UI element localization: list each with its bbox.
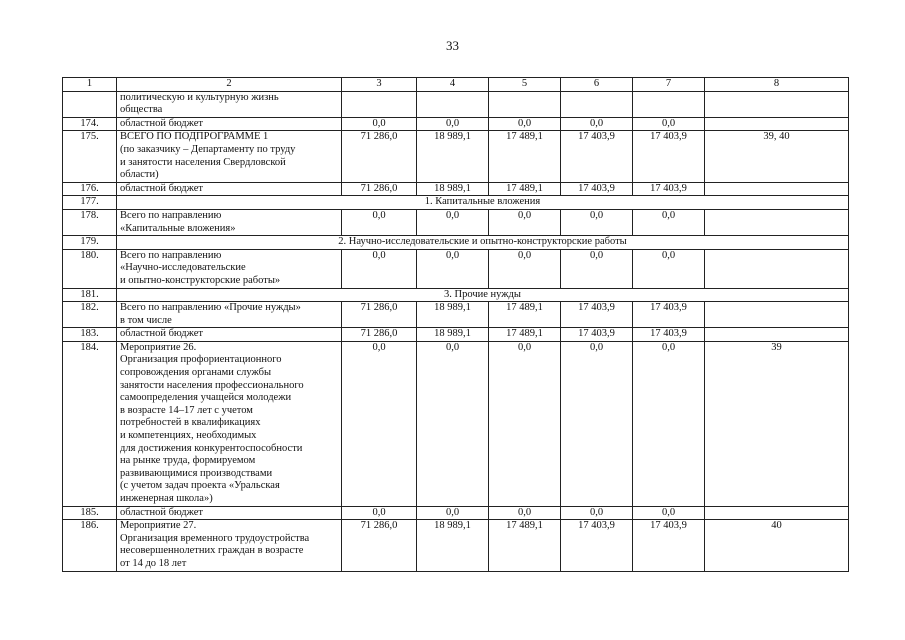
description-line: в том числе xyxy=(120,314,172,326)
row-description xyxy=(117,249,342,288)
header-cell: 6 xyxy=(561,78,633,92)
description-line: инженерная школа») xyxy=(120,493,213,504)
row-description xyxy=(117,520,342,571)
description-line: Организация временного трудоустройства xyxy=(120,532,310,544)
amount-cell: 0,0 xyxy=(342,249,417,288)
amount-cell xyxy=(489,91,561,117)
amount-cell: 17 403,9 xyxy=(561,520,633,571)
amount-cell: 71 286,0 xyxy=(342,302,417,328)
amount-cell: 71 286,0 xyxy=(342,520,417,571)
row-description xyxy=(117,131,342,182)
amount-cell: 0,0 xyxy=(417,209,489,235)
row-number: 176. xyxy=(63,182,117,196)
amount-cell: 17 403,9 xyxy=(633,520,705,571)
description-line: областной бюджет xyxy=(120,182,203,194)
amount-cell: 0,0 xyxy=(417,249,489,288)
row-number: 183. xyxy=(63,328,117,342)
amount-cell: 17 489,1 xyxy=(489,131,561,182)
section-title: 1. Капитальные вложения xyxy=(117,196,849,210)
amount-cell: 0,0 xyxy=(342,209,417,235)
amount-cell: 71 286,0 xyxy=(342,328,417,342)
row-number: 177. xyxy=(63,196,117,210)
header-cell: 1 xyxy=(63,78,117,92)
amount-cell: 0,0 xyxy=(561,249,633,288)
section-row xyxy=(63,196,849,210)
row-description xyxy=(117,506,342,520)
row-number: 175. xyxy=(63,131,117,182)
amount-cell: 17 403,9 xyxy=(561,131,633,182)
amount-cell: 17 403,9 xyxy=(561,328,633,342)
target-ref-cell xyxy=(705,506,849,520)
description-line: «Научно-исследовательские xyxy=(120,262,246,274)
amount-cell xyxy=(342,91,417,117)
row-number: 185. xyxy=(63,506,117,520)
row-number: 186. xyxy=(63,520,117,571)
header-cell: 3 xyxy=(342,78,417,92)
row-number xyxy=(63,91,117,117)
amount-cell: 17 489,1 xyxy=(489,328,561,342)
row-number: 174. xyxy=(63,117,117,131)
description-line: и занятости населения Свердловской xyxy=(120,156,286,168)
amount-cell: 0,0 xyxy=(633,117,705,131)
table-row xyxy=(63,302,849,328)
amount-cell: 0,0 xyxy=(489,249,561,288)
amount-cell: 0,0 xyxy=(633,249,705,288)
amount-cell: 18 989,1 xyxy=(417,131,489,182)
table-row xyxy=(63,91,849,117)
description-line: несовершеннолетних граждан в возрасте xyxy=(120,545,304,557)
amount-cell: 0,0 xyxy=(342,506,417,520)
amount-cell: 17 403,9 xyxy=(633,328,705,342)
description-line: Всего по направлению «Прочие нужды» xyxy=(120,302,301,314)
description-line: в возрасте 14–17 лет с учетом xyxy=(120,404,253,416)
section-title: 3. Прочие нужды xyxy=(117,288,849,302)
budget-table xyxy=(62,77,849,572)
table-row xyxy=(63,341,849,506)
description-line: областной бюджет xyxy=(120,328,203,340)
target-ref-cell xyxy=(705,182,849,196)
description-line: (с учетом задач проекта «Уральская xyxy=(120,480,280,492)
description-line: (по заказчику – Департаменту по труду xyxy=(120,143,296,155)
amount-cell: 18 989,1 xyxy=(417,302,489,328)
amount-cell: 0,0 xyxy=(561,506,633,520)
amount-cell: 17 403,9 xyxy=(633,182,705,196)
description-line: общества xyxy=(120,104,163,116)
amount-cell: 17 403,9 xyxy=(561,182,633,196)
table-row xyxy=(63,249,849,288)
amount-cell: 0,0 xyxy=(342,341,417,506)
description-line: политическую и культурную жизнь xyxy=(120,91,279,103)
amount-cell: 71 286,0 xyxy=(342,131,417,182)
amount-cell: 0,0 xyxy=(417,506,489,520)
target-ref-cell xyxy=(705,328,849,342)
amount-cell: 0,0 xyxy=(417,117,489,131)
row-description xyxy=(117,117,342,131)
description-line: Организация профориентационного xyxy=(120,354,282,366)
row-description xyxy=(117,341,342,506)
description-line: для достижения конкурентоспособности xyxy=(120,442,303,454)
description-line: потребностей в квалификациях xyxy=(120,417,261,429)
amount-cell: 18 989,1 xyxy=(417,182,489,196)
amount-cell: 0,0 xyxy=(561,341,633,506)
table-row xyxy=(63,117,849,131)
target-ref-cell: 39, 40 xyxy=(705,131,849,182)
target-ref-cell: 40 xyxy=(705,520,849,571)
target-ref-cell: 39 xyxy=(705,341,849,506)
section-row xyxy=(63,288,849,302)
amount-cell: 0,0 xyxy=(633,506,705,520)
description-line: и опытно-конструкторские работы» xyxy=(120,274,281,286)
amount-cell: 0,0 xyxy=(417,341,489,506)
table-container xyxy=(62,77,849,572)
row-number: 180. xyxy=(63,249,117,288)
amount-cell: 0,0 xyxy=(489,209,561,235)
description-line: занятости населения профессионального xyxy=(120,379,304,391)
amount-cell: 17 403,9 xyxy=(633,131,705,182)
target-ref-cell xyxy=(705,91,849,117)
amount-cell: 17 489,1 xyxy=(489,520,561,571)
description-line: ВСЕГО ПО ПОДПРОГРАММЕ 1 xyxy=(120,131,269,143)
amount-cell xyxy=(561,91,633,117)
target-ref-cell xyxy=(705,117,849,131)
header-cell: 5 xyxy=(489,78,561,92)
amount-cell: 0,0 xyxy=(633,341,705,506)
amount-cell: 0,0 xyxy=(561,117,633,131)
row-description xyxy=(117,328,342,342)
amount-cell: 0,0 xyxy=(342,117,417,131)
row-number: 184. xyxy=(63,341,117,506)
table-body xyxy=(63,91,849,571)
amount-cell: 17 489,1 xyxy=(489,182,561,196)
amount-cell: 0,0 xyxy=(633,209,705,235)
row-description xyxy=(117,182,342,196)
description-line: на рынке труда, формируемом xyxy=(120,455,256,467)
description-line: области) xyxy=(120,169,159,181)
header-cell: 4 xyxy=(417,78,489,92)
amount-cell: 0,0 xyxy=(489,117,561,131)
amount-cell: 18 989,1 xyxy=(417,328,489,342)
amount-cell: 0,0 xyxy=(489,506,561,520)
row-description xyxy=(117,209,342,235)
description-line: «Капитальные вложения» xyxy=(120,222,236,234)
target-ref-cell xyxy=(705,249,849,288)
description-line: от 14 до 18 лет xyxy=(120,557,187,569)
row-number: 179. xyxy=(63,236,117,250)
amount-cell xyxy=(633,91,705,117)
page-number: 33 xyxy=(446,38,459,53)
row-description xyxy=(117,302,342,328)
amount-cell: 17 489,1 xyxy=(489,302,561,328)
row-number: 178. xyxy=(63,209,117,235)
row-number: 181. xyxy=(63,288,117,302)
row-description xyxy=(117,91,342,117)
row-number: 182. xyxy=(63,302,117,328)
table-row xyxy=(63,209,849,235)
description-line: Всего по направлению xyxy=(120,249,222,261)
description-line: областной бюджет xyxy=(120,506,203,518)
target-ref-cell xyxy=(705,209,849,235)
header-cell: 2 xyxy=(117,78,342,92)
description-line: сопровождения органами службы xyxy=(120,367,272,379)
amount-cell: 71 286,0 xyxy=(342,182,417,196)
table-row xyxy=(63,328,849,342)
header-row xyxy=(63,78,849,92)
description-line: Всего по направлению xyxy=(120,209,222,221)
description-line: и компетенциях, необходимых xyxy=(120,430,257,442)
amount-cell xyxy=(417,91,489,117)
target-ref-cell xyxy=(705,302,849,328)
table-row xyxy=(63,506,849,520)
header-cell: 8 xyxy=(705,78,849,92)
header-cell: 7 xyxy=(633,78,705,92)
description-line: Мероприятие 26. xyxy=(120,341,197,353)
description-line: областной бюджет xyxy=(120,117,203,129)
table-row xyxy=(63,520,849,571)
description-line: развивающимися производствами xyxy=(120,467,273,479)
amount-cell: 18 989,1 xyxy=(417,520,489,571)
table-row xyxy=(63,182,849,196)
amount-cell: 0,0 xyxy=(489,341,561,506)
amount-cell: 0,0 xyxy=(561,209,633,235)
description-line: Мероприятие 27. xyxy=(120,520,197,532)
amount-cell: 17 403,9 xyxy=(633,302,705,328)
description-line: самоопределения учащейся молодежи xyxy=(120,392,292,404)
amount-cell: 17 403,9 xyxy=(561,302,633,328)
table-row xyxy=(63,131,849,182)
section-title: 2. Научно-исследовательские и опытно-конструкторские работы xyxy=(117,236,849,250)
section-row xyxy=(63,236,849,250)
